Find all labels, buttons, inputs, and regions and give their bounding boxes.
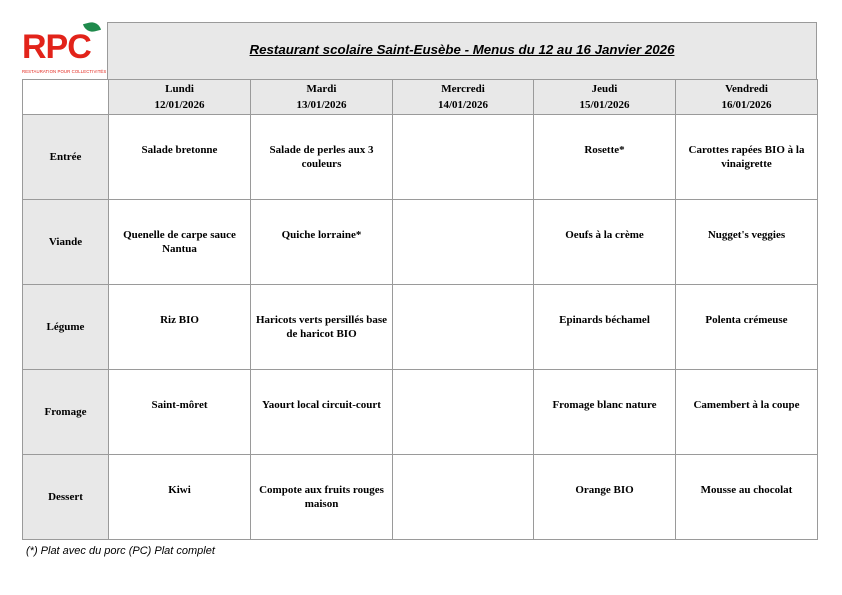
menu-cell: Saint-môret	[109, 370, 251, 455]
menu-row-viande	[23, 200, 818, 285]
row-label: Viande	[23, 200, 109, 285]
day-name: Lundi	[165, 83, 194, 95]
day-name: Jeudi	[591, 83, 618, 95]
menu-row-legume	[23, 285, 818, 370]
menu-cell	[393, 200, 534, 285]
day-header-tuesday	[251, 80, 393, 115]
menu-row-fromage	[23, 370, 818, 455]
menu-cell: Salade de perles aux 3 couleurs	[251, 115, 393, 200]
menu-cell: Quiche lorraine*	[251, 200, 393, 285]
day-name: Mardi	[306, 83, 337, 95]
logo-tagline: RESTAURATION POUR COLLECTIVITÉS	[22, 69, 107, 74]
corner-cell	[23, 80, 109, 115]
menu-cell: Riz BIO	[109, 285, 251, 370]
title-bar	[107, 22, 817, 80]
footnote: (*) Plat avec du porc (PC) Plat complet	[26, 545, 215, 557]
day-date: 13/01/2026	[296, 99, 347, 111]
menu-table	[22, 79, 818, 540]
menu-cell: Oeufs à la crème	[534, 200, 676, 285]
row-label: Dessert	[23, 455, 109, 540]
day-header-thursday	[534, 80, 676, 115]
rpc-logo	[22, 22, 108, 78]
menu-cell	[393, 115, 534, 200]
menu-cell: Rosette*	[534, 115, 676, 200]
menu-cell: Compote aux fruits rouges maison	[251, 455, 393, 540]
day-header-row	[23, 80, 818, 115]
menu-cell: Salade bretonne	[109, 115, 251, 200]
day-date: 16/01/2026	[721, 99, 772, 111]
day-date: 15/01/2026	[579, 99, 630, 111]
menu-cell: Nugget's veggies	[676, 200, 818, 285]
day-name: Vendredi	[725, 83, 768, 95]
page-title: Restaurant scolaire Saint-Eusèbe - Menus du 12 au 16 Janvier 2026	[249, 42, 675, 57]
menu-cell: Mousse au chocolat	[676, 455, 818, 540]
day-header-friday	[676, 80, 818, 115]
menu-cell: Fromage blanc nature	[534, 370, 676, 455]
menu-cell: Polenta crémeuse	[676, 285, 818, 370]
logo-letters: RPC	[22, 28, 91, 66]
row-label: Légume	[23, 285, 109, 370]
row-label: Fromage	[23, 370, 109, 455]
menu-cell: Haricots verts persillés base de haricot BIO	[251, 285, 393, 370]
menu-cell: Orange BIO	[534, 455, 676, 540]
menu-row-entree	[23, 115, 818, 200]
day-header-wednesday	[393, 80, 534, 115]
menu-cell: Carottes rapées BIO à la vinaigrette	[676, 115, 818, 200]
menu-cell	[393, 455, 534, 540]
menu-cell	[393, 370, 534, 455]
menu-cell	[393, 285, 534, 370]
day-date: 14/01/2026	[437, 99, 489, 111]
menu-cell: Kiwi	[109, 455, 251, 540]
day-header-monday	[109, 80, 251, 115]
row-label: Entrée	[23, 115, 109, 200]
menu-cell: Epinards béchamel	[534, 285, 676, 370]
menu-cell: Yaourt local circuit-court	[251, 370, 393, 455]
menu-row-dessert	[23, 455, 818, 540]
day-name: Mercredi	[441, 83, 485, 95]
day-date: 12/01/2026	[154, 99, 205, 111]
menu-cell: Quenelle de carpe sauce Nantua	[109, 200, 251, 285]
menu-cell: Camembert à la coupe	[676, 370, 818, 455]
